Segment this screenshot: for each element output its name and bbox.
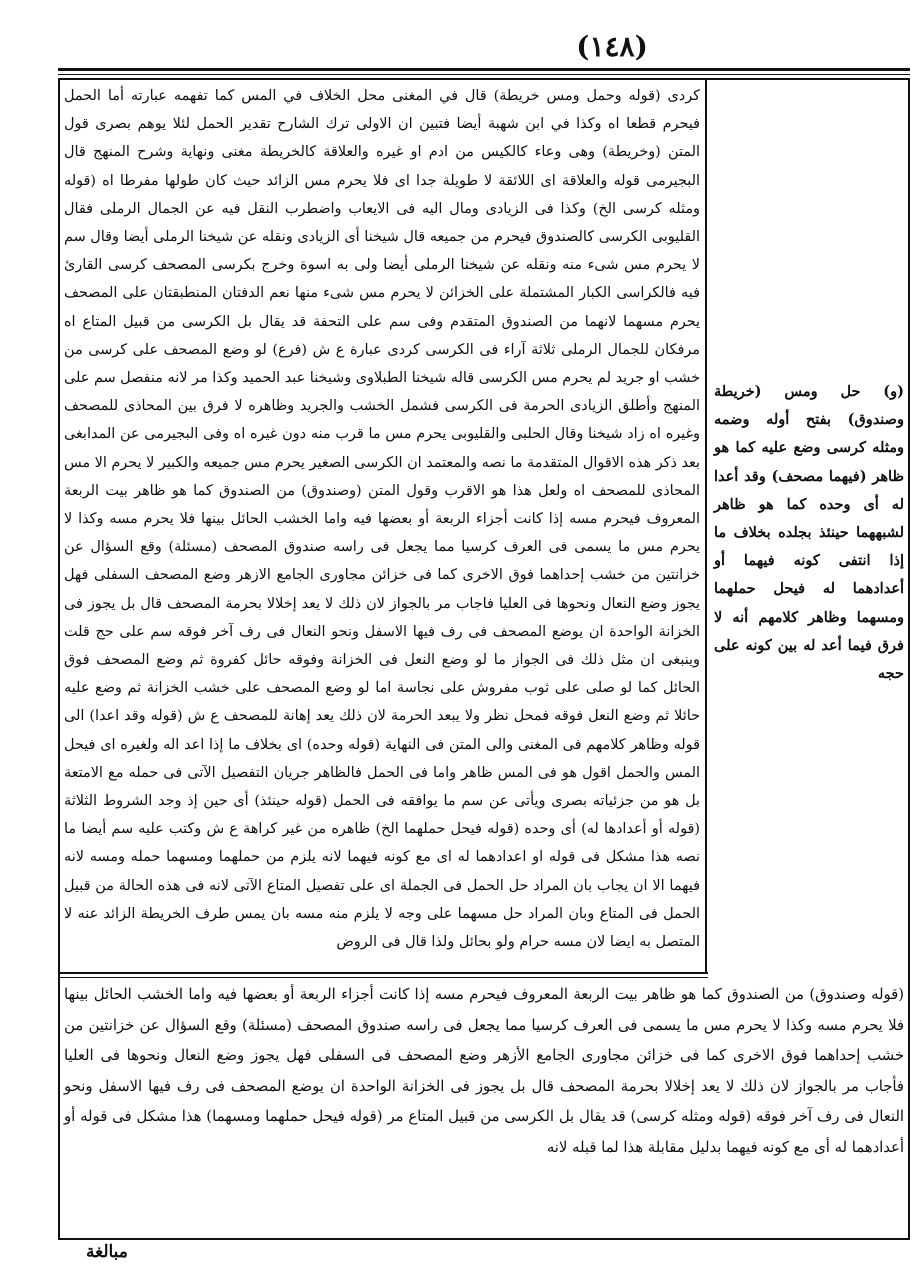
top-rule	[58, 68, 910, 71]
page-number: (١٤٨)	[576, 30, 648, 63]
top-rule-thin	[58, 74, 910, 75]
margin-matn-text: (و) حل ومس (خريطة وصندوق) بفتح أوله وضمه ومثله كرسى وضع عليه كما هو ظاهر (فيهما مصحف) وقد أعدا له أى وحده كما هو ظاهر لشبههما حينئذ بجلده بخلاف ما إذا انتفى كونه فيهما أو أعدادهما له فيحل حملهما ومسهما وظاهر كلامهم أنه لا فرق فيما أعد له بين كونه على حجه	[714, 383, 904, 683]
column-divider	[705, 78, 707, 973]
section-separator-thin	[58, 977, 708, 978]
catchword: مبالغة	[86, 1242, 128, 1262]
section-separator	[58, 972, 708, 974]
main-commentary-column	[64, 82, 700, 968]
bottom-commentary-section	[64, 980, 904, 1236]
main-commentary-text: كردى (قوله وحمل ومس خريطة) قال في المغنى محل الخلاف في المس كما تفهمه عبارته أما الحمل فيحرم قطعا اه وكذا في ابن شهبة أيضا فتبين ان الاولى ترك الشارح تقدير الحمل لئلا يوهم بصرى قول المتن (وخريطة) وهى وعاء كالكيس من ادم او غيره والعلاقة كالخريطة مغنى ونهاية وشرح المنهج قال البجيرمى قوله والعلاقة اى اللائقة لا طويلة جدا اى فلا يحرم مس الزائد حيث كان طولها مفرطا اه (قوله ومثله كرسى الخ) وكذا فى الزيادى ومال اليه فى الايعاب واضطرب النقل فيه عن الجمال الرملى فقال القليوبى الكرسى كالصندوق فيحرم من جميعه قال شيخنا أى الزيادى ونقله عن شيخنا الرملى أيضا وقال سم لا يحرم مس شىء منه ونقله عن شيخنا الرملى أيضا ولى به اسوة وخرج بكرسى المصحف كرسى القارئ فيه فالكراسى الكبار المشتملة على الخزائن لا يحرم مس شىء منها نعم الدفتان المنطبقتان على المصحف يحرم مسهما لانهما من الصندوق المتقدم وفى سم على التحفة قد يقال بل الكرسى من قبيل المتاع اه مرفكان للجمال الرملى ثلاثة آراء فى الكرسى كردى عبارة ع ش (فرع) لو وضع المصحف على كرسى من خشب او جريد لم يحرم مس الكرسى قاله شيخنا الطبلاوى وشيخنا عبد الحميد وكذا مر لانه منفصل سم على المنهج وأطلق الزيادى الحرمة فى الكرسى فشمل الخشب والجريد وظاهره لا فرق بين المحاذى للمصحف وغيره اه زاد شيخنا وقال الحلبى والقليوبى يحرم مس ما قرب منه دون غيره اه وفى البجيرمى عن المدابغى بعد ذكر هذه الاقوال المتقدمة ما نصه والمعتمد ان الكرسى الصغير يحرم مس جميعه والكبير لا يحرم الا مس المحاذى للمصحف اه ولعل هذا هو الاقرب وقول المتن (وصندوق) من الصندوق كما هو ظاهر بيت الربعة المعروف فيحرم مسه إذا كانت أجزاء الربعة أو بعضها فيه واما الخشب الحائل بينها فلا يحرم مسه وكذا لا يحرم مس ما يسمى فى العرف كرسيا مما يجعل فى راسه صندوق المصحف (مسئلة) وقع السؤال عن خزانتين من خشب إحداهما فوق الاخرى كما فى خزائن مجاورى الجامع الازهر وضع المصحف السفلى فهل يجوز وضع النعال ونحوها فى العليا فاجاب مر بالجواز لان ذلك لا يعد إخلالا بحرمة المصحف قال بل يجوز فى الخزانة الواحدة ان يوضع المصحف فى رف فيها الاسفل ونحو النعال فى رف آخر فوقه سم على حج قلت وينبغى ان مثل ذلك فى الجواز ما لو وضع النعل فى الخزانة وفوقه حائل كفروة ثم وضع المصحف فوق الحائل كما لو صلى على ثوب مفروش على نجاسة اما لو وضع المصحف على خشب الخزانة ثم وضع عليه حائلا ثم وضع النعل فوقه فمحل نظر ولا يبعد الحرمة لان ذلك يعد إهانة للمصحف ع ش (قوله وقد اعدا) الى قوله وظاهر كلامهم فى المغنى والى المتن فى النهاية (قوله وحده) اى بخلاف ما إذا اعد اله ولغيره اى فيحل المس والحمل اقول هو فى المس ظاهر واما فى الحمل فالظاهر جريان التفصيل الآتى فى حمله مع الامتعة بل هو من جزئياته بصرى ويأتى عن سم ما يوافقه فى الحمل (قوله حينئذ) أى حين إذ وجد الشروط الثلاثة (قوله أو أعدادها له) أى وحده (قوله فيحل حملهما الخ) ظاهره من غير كراهة ع ش وكتب عليه سم أيضا ما نصه هذا مشكل فى قوله او اعدادهما له اى مع كونه فيهما لانه يلزم من حملهما ومسهما حمله ومسه لانه فيهما الا ان يجاب بان المراد حل الحمل فى الجملة اى على تفصيل المتاع الآتى لانه فى هذه الحالة من قبيل الحمل فى المتاع وبان المراد حل مسهما على وجه لا يلزم منه مسه بان يمس طرف الخريطة الزائد عنه لا المتصل به ايضا لان مسه حرام ولو بحائل ولذا قال فى الروض	[63, 88, 700, 951]
margin-text-column	[714, 378, 904, 778]
bottom-commentary-text: (قوله وصندوق) من الصندوق كما هو ظاهر بيت الربعة المعروف فيحرم مسه إذا كانت أجزاء الربعة أو بعضها فيه واما الخشب الحائل بينها فلا يحرم مسه وكذا لا يحرم مس ما يسمى فى العرف كرسيا مما يجعل فى راسه صندوق المصحف (مسئلة) وقع السؤال عن خزانتين من خشب إحداهما فوق الاخرى كما فى خزائن مجاورى الجامع الأزهر وضع المصحف فى السفلى فهل يجوز وضع النعال ونحوها فى العليا فأجاب مر بالجواز لان ذلك لا يعد إخلالا بحرمة المصحف قال بل يجوز فى الخزانة الواحدة ان يوضع المصحف فى رف فيها الاسفل ونحو النعال فى رف آخر فوقه (قوله ومثله كرسى) قد يقال بل الكرسى من قبيل المتاع مر (قوله فيحل حملهما ومسهما) هذا مشكل فى قوله أو أعدادهما له أى مع كونه فيهما بدليل مقابلة هذا لما قبله لانه	[64, 986, 905, 1156]
